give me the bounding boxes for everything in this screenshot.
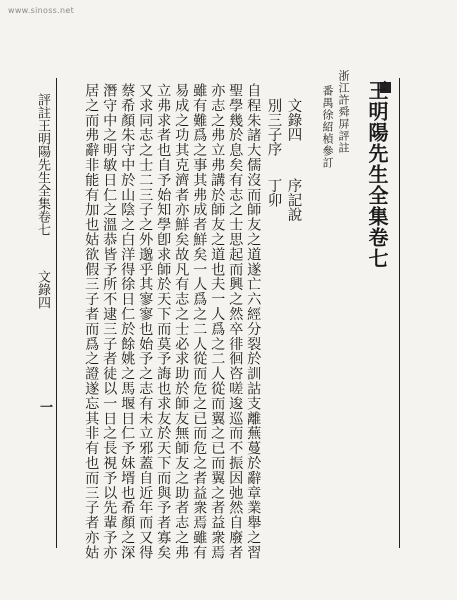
gutter-book-title: 評註王明陽先生全集卷七 [35,93,50,236]
body-column: 聖學幾於息矣有志之士思起而興之然卒徘徊咨嗟逡巡而不振因弛然自廢者 [227,83,244,560]
body-column: 亦志之弗立弗講於師友之道也夫一人爲之二人從而翼之已而翼之者益衆焉 [209,83,226,560]
section-category: 文錄四 [285,98,302,142]
body-column: 又求同志之士二三子之外邈乎其寥寥也始予之志有未立邪蓋自近年而又得 [137,83,154,560]
gutter-section: 文錄四 [35,270,50,309]
body-column: 雖有難爲之事其弗成者鮮矣一人爲之二人從而危之已而危之者益衆焉雖有 [191,83,208,560]
essay-heading: 別三子序 [265,98,282,156]
body-column: 易成之功其克濟者亦鮮矣故凡有志之士必求助於師友無師友之助者志之弗 [173,83,190,560]
volume-title: 王明陽先生全集卷七 [365,80,389,269]
body-column: 蔡希顏朱守中於山陰之白洋得徐日仁於餘姚之馬堰日仁予妹壻也希顏之深 [119,83,136,560]
watermark: www.sinoss.net [8,6,75,15]
section-genre: 序記說 [285,178,302,222]
body-column: 居之而弗辭非能有加也姑欲假三子者而爲之證遂忘其非有也而三子者亦姑 [83,83,100,560]
body-column: 自程朱諸大儒沒而師友之道遂亡六經分裂於訓詁支離蕪蔓於辭章業舉之習 [245,83,262,560]
editor-xu-shunping: 浙江許舜屏評註 [337,70,350,154]
page-number: 一 [37,400,52,413]
essay-year: 丁卯 [265,178,282,207]
body-column: 潛守中之明敏日仁之溫恭皆予所不逮三子者徒以一日之長視予以先輩予亦 [101,83,118,560]
editor-xu-shaozhen: 番禺徐紹楨參訂 [321,85,334,169]
body-column: 立弗求者也自予始知學卽求師於天下而莫予誨也求友於天下而與予者寡矣 [155,83,172,560]
